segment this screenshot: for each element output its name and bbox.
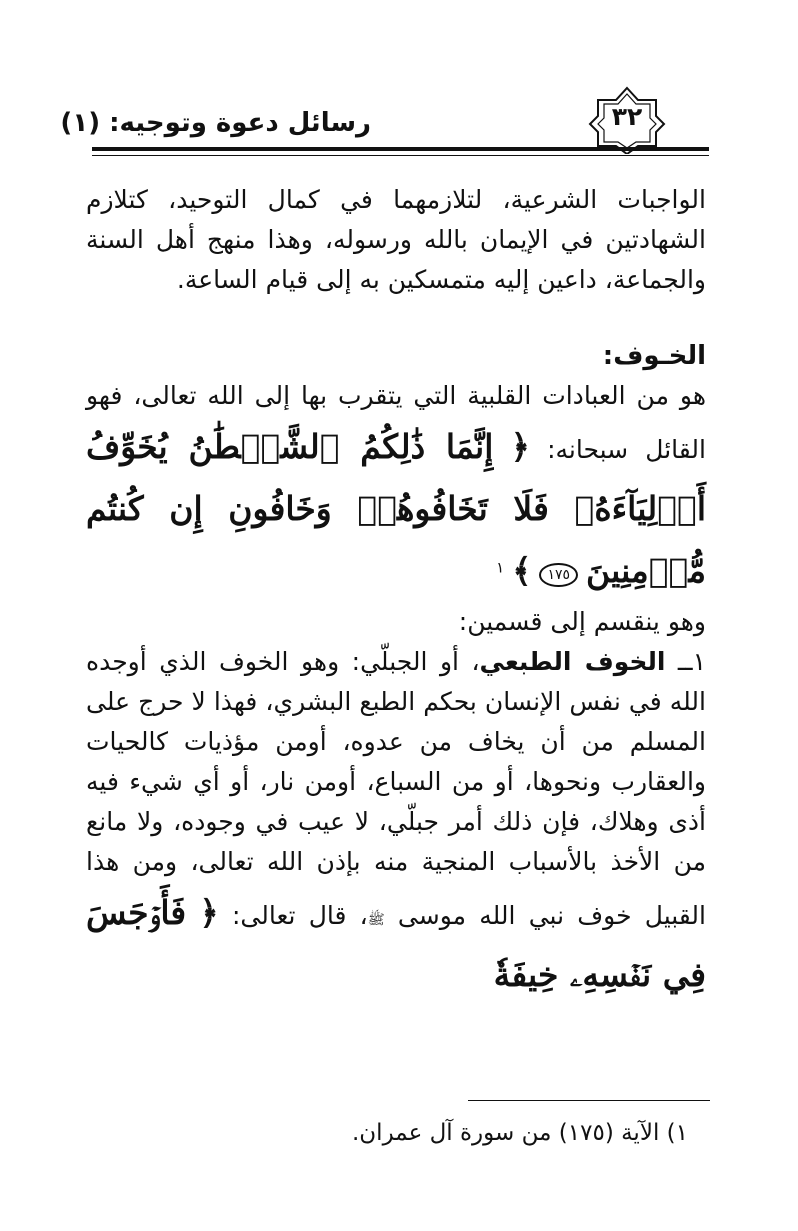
footnote-ref: ١ [496, 558, 505, 577]
section-heading: الخـوف: [602, 341, 706, 371]
footnote-marker: ١) [666, 1120, 688, 1146]
list-item-tail: ، قال تعالى: [231, 901, 368, 930]
ayah-number: ١٧٥ [539, 563, 578, 587]
honorific: ﷺ [367, 912, 385, 928]
list-item-title: الخوف الطبعي [479, 647, 666, 676]
page-number: ٣٢ [611, 102, 643, 131]
quran-verse: فَأَوۡجَسَ فِي نَفۡسِهِۦ خِيفَةٗ [86, 893, 706, 994]
footnote [352, 1120, 688, 1146]
list-number: ١ــ [677, 647, 707, 676]
list-item-text: ، أو الجبلّي: وهو الخوف الذي أوجده الله في نفس الإنسان بحكم الطبع البشري، فهذا لا حرج على المسلم من أن يخاف من عدوه، أومن مؤذيات كالحيات والعقارب ونحوها، أو من السباع، أومن نار، أو أي شيء فيه أذى وهلاك، فإن ذلك أمر جبلّي، لا عيب في وجوده، ولا مانع من الأخذ بالأسباب المنجية منه بإذن الله تعالى، ومن هذا القبيل خوف نبي الله موسى [86, 647, 706, 930]
quran-open-bracket: ﴿ [199, 893, 219, 932]
footnote-text: الآية (١٧٥) من سورة آل عمران. [351, 1120, 660, 1146]
body-text [86, 180, 706, 1006]
running-title: رسائل دعوة وتوجيه: (١) [60, 108, 371, 138]
header-rule-thin [92, 155, 709, 156]
header-rule-thick [92, 147, 709, 151]
page-number-ornament [588, 86, 666, 154]
paragraph [86, 376, 706, 602]
page-header [60, 86, 709, 156]
list-item [86, 642, 706, 1006]
quran-open-bracket: ﴿ [510, 427, 530, 466]
paragraph: وهو ينقسم إلى قسمين: [458, 607, 706, 636]
quran-verse: إِنَّمَا ذَٰلِكُمُ ٱلشَّيۡطَٰنُ يُخَوِّفُ أَوۡلِيَآءَهُۥ فَلَا تَخَافُوهُمۡ وَخَافُونِ إِن كُنتُم مُّؤۡمِنِينَ [86, 427, 706, 590]
footnote-rule [468, 1100, 710, 1101]
quran-close-bracket: ﴾ [512, 551, 532, 590]
paragraph: الواجبات الشرعية، لتلازمهما في كمال التوحيد، كتلازم الشهادتين في الإيمان بالله ورسوله، وهذا منهج أهل السنة والجماعة، داعين إليه متمسكين به إلى قيام الساعة. [86, 185, 706, 294]
paragraph-text: هو من العبادات القلبية التي يتقرب بها إلى الله تعالى، فهو القائل سبحانه: [86, 381, 706, 464]
